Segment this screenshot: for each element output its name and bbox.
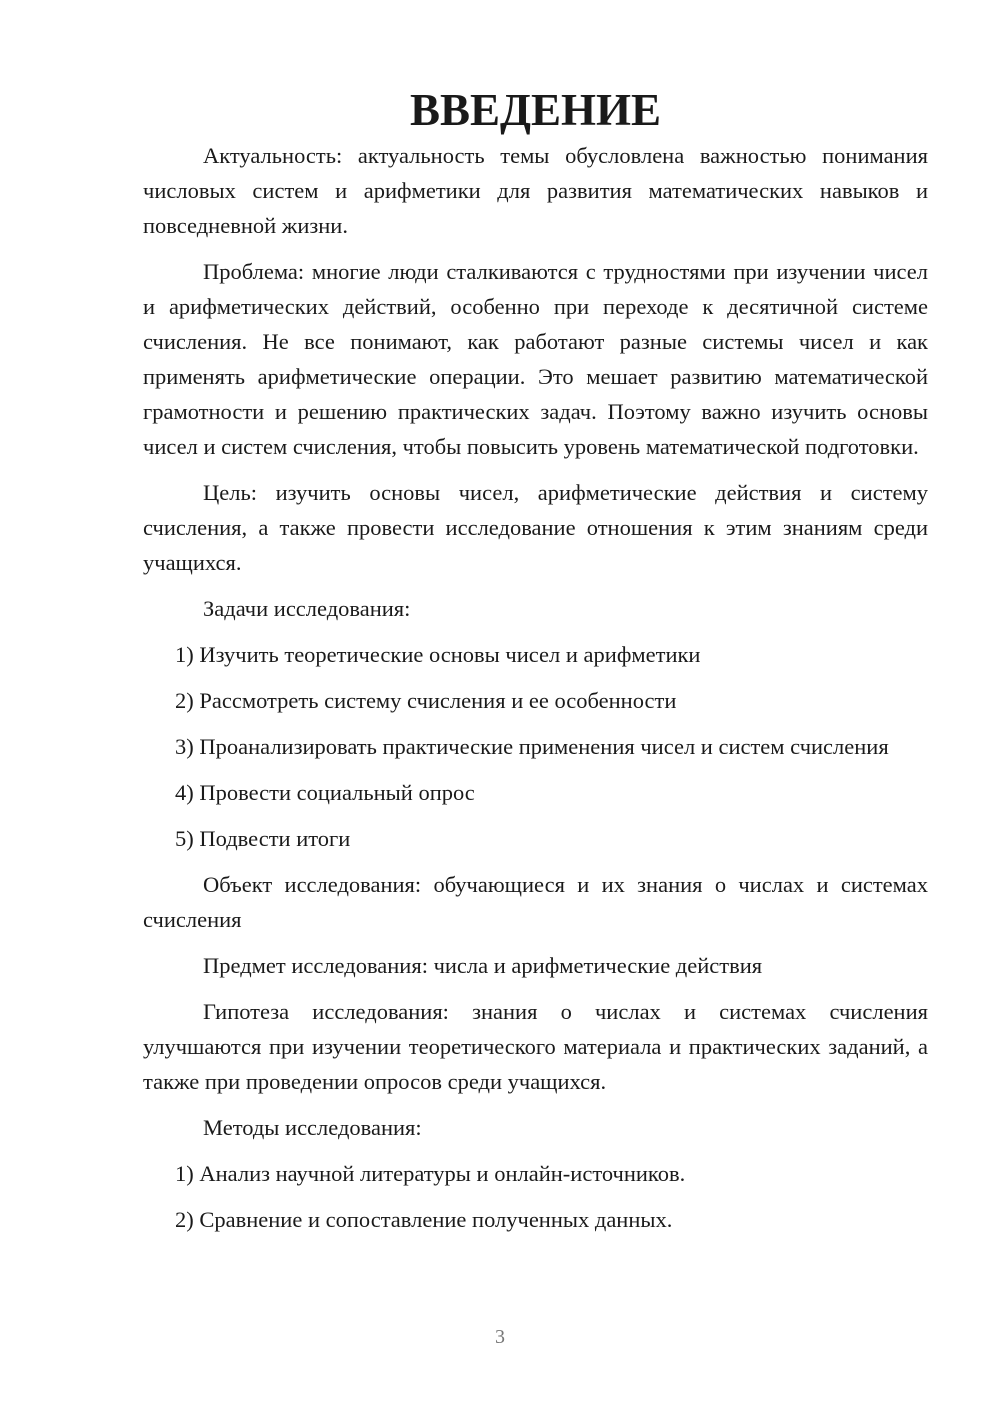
goal-paragraph: Цель: изучить основы чисел, арифметические действия и систему счисления, а также провести исследование отношения к этим знаниям среди учащихся. [143, 480, 928, 575]
page-number: 3 [495, 1326, 505, 1348]
document-page [143, 85, 928, 1248]
task-item-5: 5) Подвести итоги [175, 826, 351, 851]
task-item-4: 4) Провести социальный опрос [175, 780, 475, 805]
problem-paragraph: Проблема: многие люди сталкиваются с трудностями при изучении чисел и арифметических действий, особенно при переходе к десятичной системе счисления. Не все понимают, как работают разные системы чисел и как применять арифметические операции. Это мешает развитию математической грамотности и решению практических задач. Поэтому важно изучить основы чисел и систем счисления, чтобы повысить уровень математической подготовки. [143, 259, 928, 459]
task-item-1: 1) Изучить теоретические основы чисел и арифметики [175, 642, 701, 667]
task-item-3: 3) Проанализировать практические применения чисел и систем счисления [175, 734, 889, 759]
hypothesis-paragraph: Гипотеза исследования: знания о числах и системах счисления улучшаются при изучении теоретического материала и практических заданий, а также при проведении опросов среди учащихся. [143, 999, 928, 1094]
tasks-heading: Задачи исследования: [203, 596, 411, 621]
page-title: ВВЕДЕНИЕ [409, 85, 662, 135]
subject-paragraph: Предмет исследования: числа и арифметические действия [203, 953, 763, 978]
relevance-paragraph: Актуальность: актуальность темы обусловлена важностью понимания числовых систем и арифметики для развития математических навыков и повседневной жизни. [143, 143, 928, 238]
methods-heading: Методы исследования: [203, 1115, 422, 1140]
method-item-1: 1) Анализ научной литературы и онлайн-источников. [175, 1161, 686, 1186]
task-item-2: 2) Рассмотреть систему счисления и ее особенности [175, 688, 677, 713]
object-paragraph: Объект исследования: обучающиеся и их знания о числах и системах счисления [143, 872, 928, 932]
method-item-2: 2) Сравнение и сопоставление полученных данных. [175, 1207, 673, 1232]
